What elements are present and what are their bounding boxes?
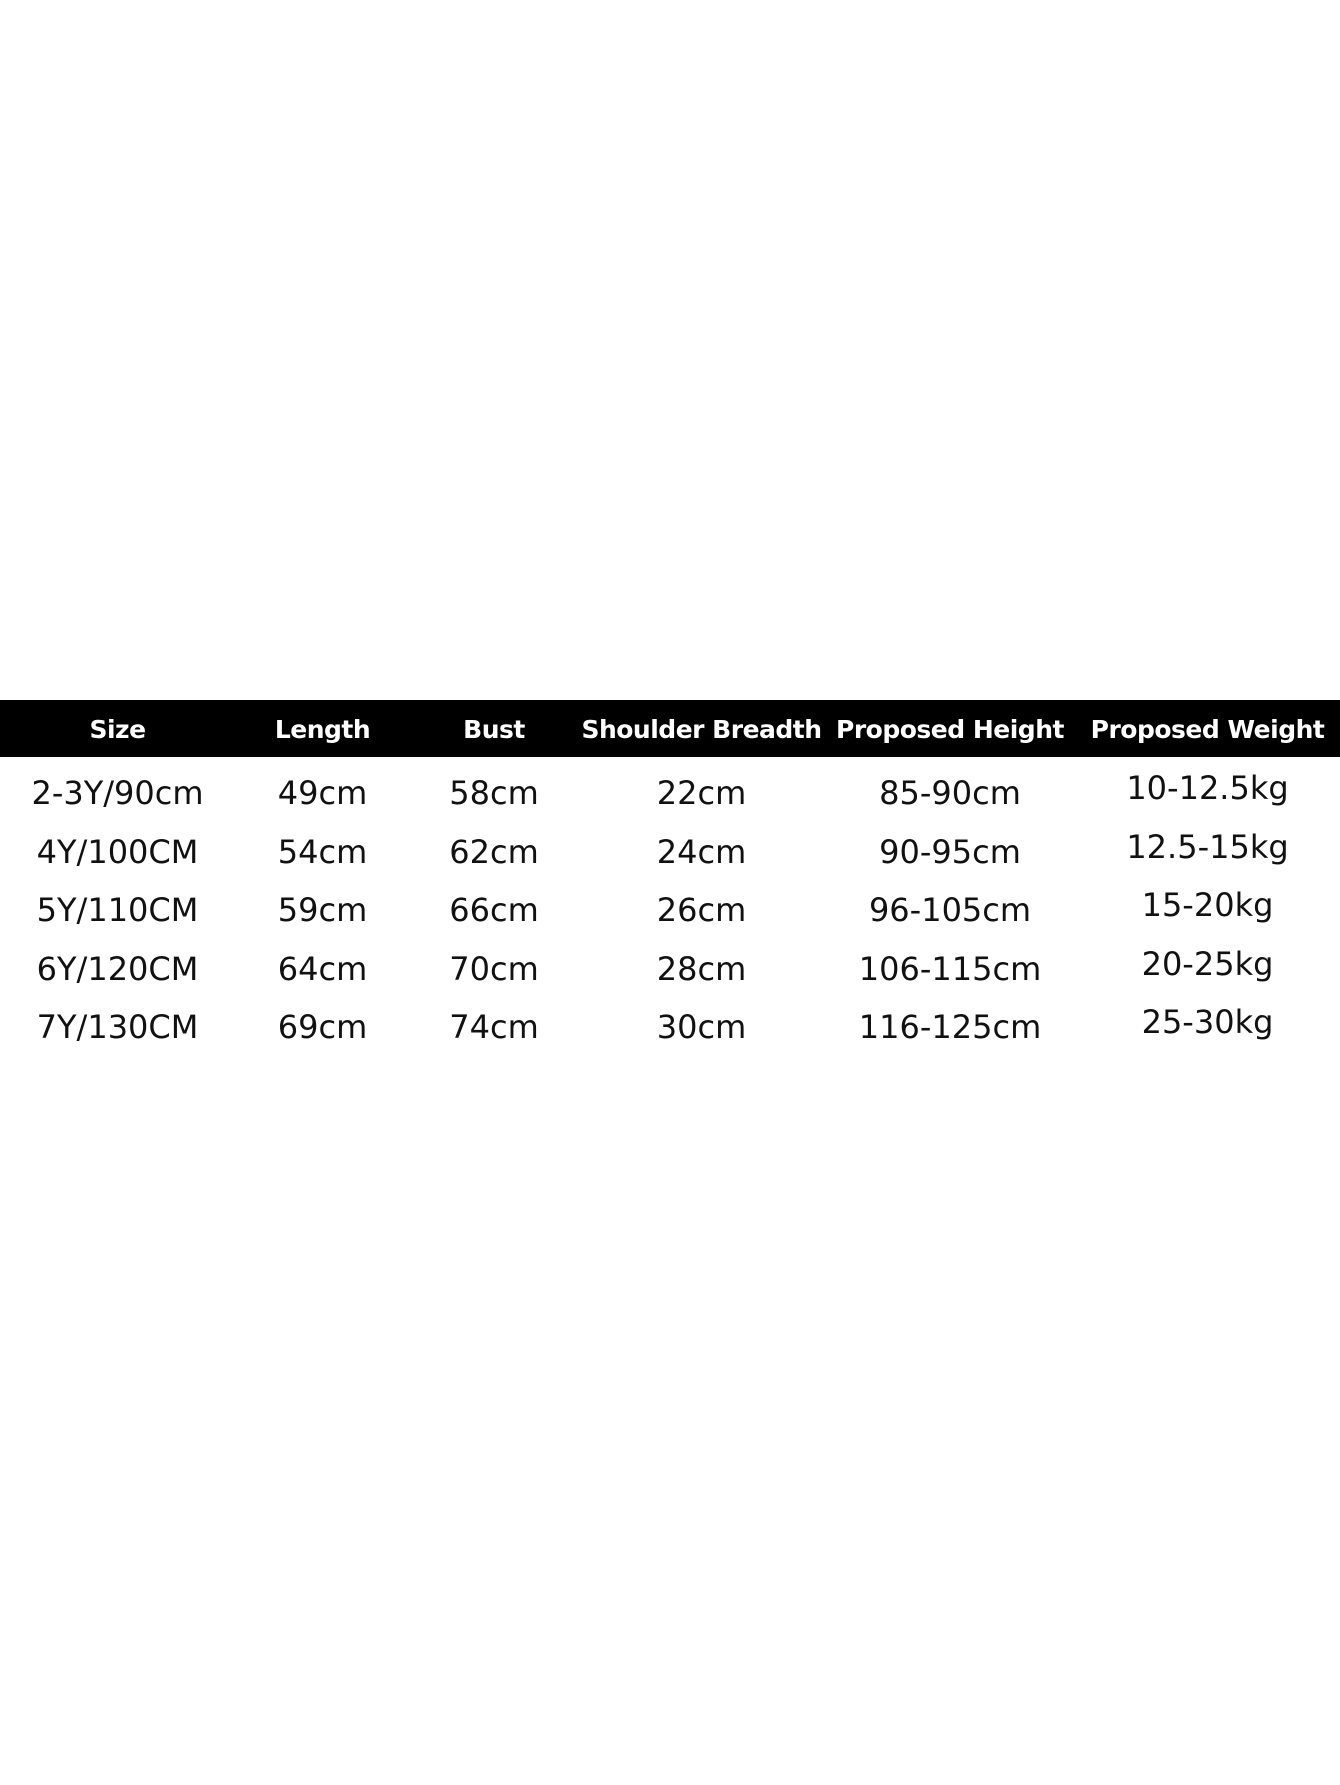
cell-proposed-height: 106-115cm: [858, 949, 1042, 988]
table-row: [0, 823, 1340, 882]
table-row: [0, 881, 1340, 940]
cell-size: 5Y/110CM: [36, 891, 199, 930]
header-proposed-height: Proposed Height: [836, 714, 1064, 744]
cell-length: 49cm: [277, 774, 368, 813]
cell-size: 4Y/100CM: [36, 832, 199, 871]
cell-size: 6Y/120CM: [36, 949, 199, 988]
cell-proposed-weight: 12.5-15kg: [1126, 827, 1289, 866]
cell-bust: 58cm: [449, 774, 539, 813]
table-header-row: [0, 700, 1340, 757]
cell-proposed-height: 85-90cm: [879, 774, 1021, 813]
cell-size: 7Y/130CM: [36, 1008, 199, 1047]
cell-size: 2-3Y/90cm: [31, 774, 204, 813]
header-length: Length: [274, 714, 371, 744]
cell-length: 59cm: [277, 891, 368, 930]
cell-proposed-weight: 20-25kg: [1141, 944, 1274, 983]
cell-shoulder-breadth: 22cm: [656, 774, 747, 813]
cell-proposed-height: 96-105cm: [868, 891, 1032, 930]
cell-proposed-weight: 10-12.5kg: [1126, 769, 1289, 808]
table-row: [0, 764, 1340, 823]
cell-bust: 74cm: [449, 1008, 539, 1047]
cell-shoulder-breadth: 26cm: [656, 891, 747, 930]
table-row: [0, 940, 1340, 999]
cell-proposed-weight: 15-20kg: [1141, 886, 1274, 925]
header-size: Size: [89, 714, 146, 744]
cell-proposed-weight: 25-30kg: [1141, 1003, 1274, 1042]
cell-proposed-height: 90-95cm: [879, 832, 1021, 871]
cell-bust: 66cm: [449, 891, 539, 930]
size-chart-table: [0, 700, 1340, 1057]
cell-shoulder-breadth: 28cm: [656, 949, 747, 988]
table-row: [0, 998, 1340, 1057]
header-proposed-weight: Proposed Weight: [1090, 714, 1325, 744]
cell-bust: 62cm: [449, 832, 539, 871]
header-bust: Bust: [463, 714, 525, 744]
cell-length: 54cm: [277, 832, 368, 871]
cell-length: 64cm: [277, 949, 368, 988]
cell-shoulder-breadth: 30cm: [656, 1008, 747, 1047]
cell-length: 69cm: [277, 1008, 368, 1047]
header-shoulder-breadth: Shoulder Breadth: [581, 714, 822, 744]
cell-bust: 70cm: [449, 949, 539, 988]
cell-proposed-height: 116-125cm: [858, 1008, 1042, 1047]
cell-shoulder-breadth: 24cm: [656, 832, 747, 871]
table-body: [0, 757, 1340, 1057]
